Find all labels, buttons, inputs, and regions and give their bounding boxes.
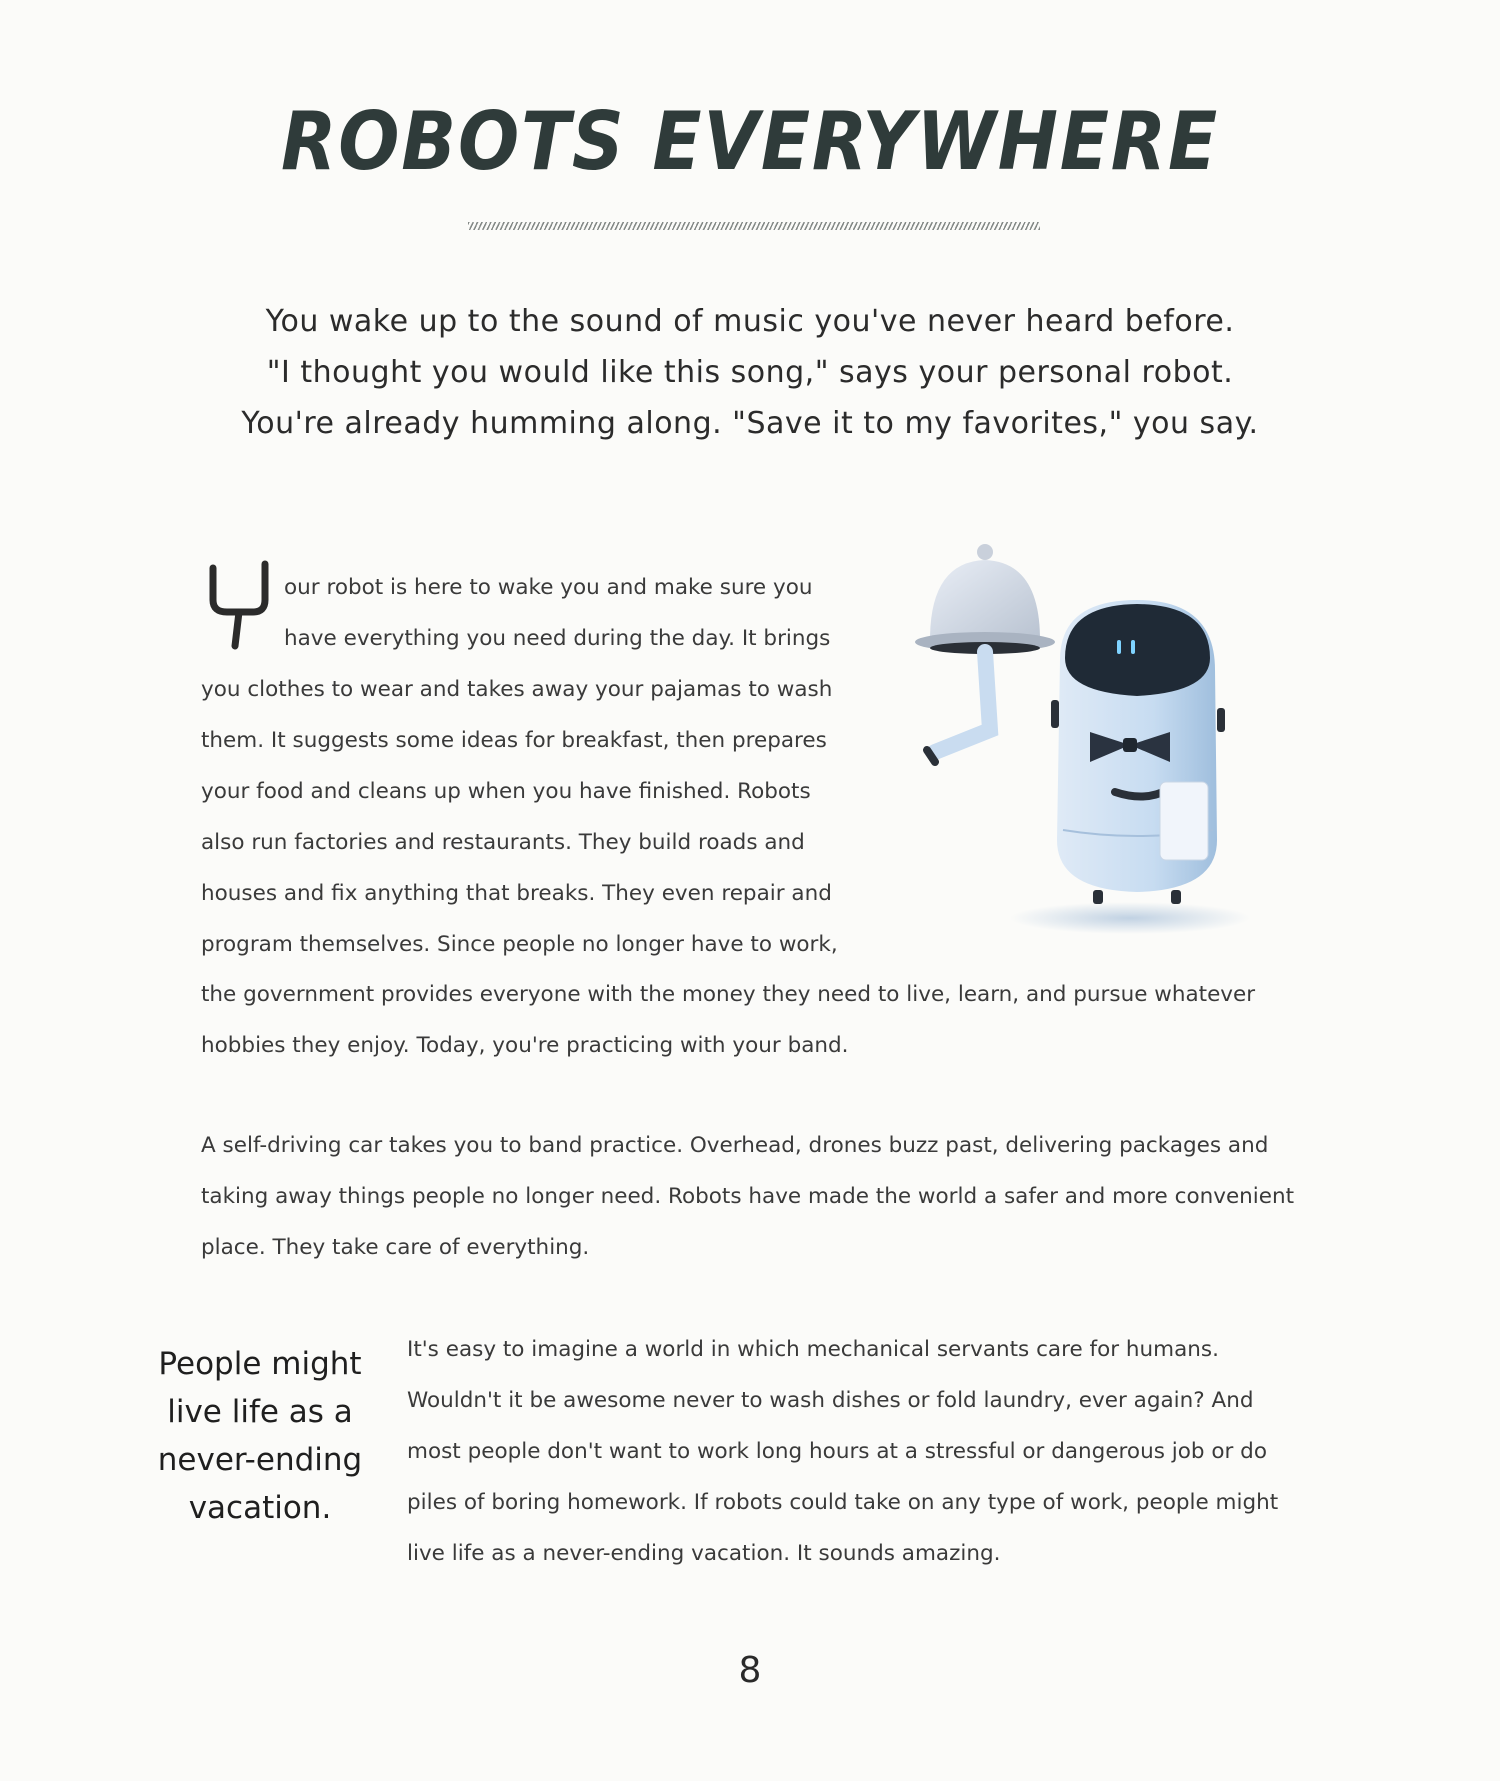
paragraph-1 [201,562,961,970]
waiter-robot-illustration [905,540,1285,940]
text-line: taking away things people no longer need. Robots have made the world a safer and more convenient [201,1184,1295,1209]
text-line: A self-driving car takes you to band practice. Overhead, drones buzz past, delivering packages and [201,1133,1269,1158]
title-underline-rule [468,222,1040,230]
page-title: ROBOTS EVERYWHERE [281,95,1219,188]
page-number: 8 [738,1650,762,1691]
text-line: our robot is here to wake you and make sure you [284,575,813,600]
text-line: piles of boring homework. If robots could take on any type of work, people might [407,1490,1279,1515]
paragraph-2 [201,1120,1321,1273]
paragraph-3 [407,1324,1307,1579]
pull-quote [130,1340,390,1532]
intro-line: "I thought you would like this song," says your personal robot. [266,355,1234,390]
pull-quote-line: People might [158,1346,362,1382]
paragraph-1-continued [201,969,1321,1071]
text-line: Wouldn't it be awesome never to wash dishes or fold laundry, ever again? And [407,1388,1254,1413]
intro-passage [150,296,1350,449]
text-line: most people don't want to work long hours at a stressful or dangerous job or do [407,1439,1267,1464]
text-line: also run factories and restaurants. They build roads and [201,830,805,855]
text-line: have everything you need during the day. It brings [284,626,831,651]
pull-quote-line: live life as a [167,1394,353,1430]
intro-line: You wake up to the sound of music you've never heard before. [265,304,1235,339]
text-line: live life as a never-ending vacation. It sounds amazing. [407,1541,1001,1566]
text-line: It's easy to imagine a world in which mechanical servants care for humans. [407,1337,1219,1362]
text-line: houses and fix anything that breaks. They even repair and [201,881,832,906]
text-line: you clothes to wear and takes away your pajamas to wash [201,677,833,702]
text-line: them. It suggests some ideas for breakfast, then prepares [201,728,827,753]
text-line: the government provides everyone with the money they need to live, learn, and pursue whatever [201,982,1256,1007]
intro-line: You're already humming along. "Save it to my favorites," you say. [241,406,1259,441]
text-line: your food and cleans up when you have finished. Robots [201,779,811,804]
text-line: program themselves. Since people no longer have to work, [201,932,838,957]
pull-quote-line: vacation. [188,1490,332,1526]
text-line: place. They take care of everything. [201,1235,590,1260]
pull-quote-line: never-ending [157,1442,363,1478]
text-line: hobbies they enjoy. Today, you're practicing with your band. [201,1033,849,1058]
